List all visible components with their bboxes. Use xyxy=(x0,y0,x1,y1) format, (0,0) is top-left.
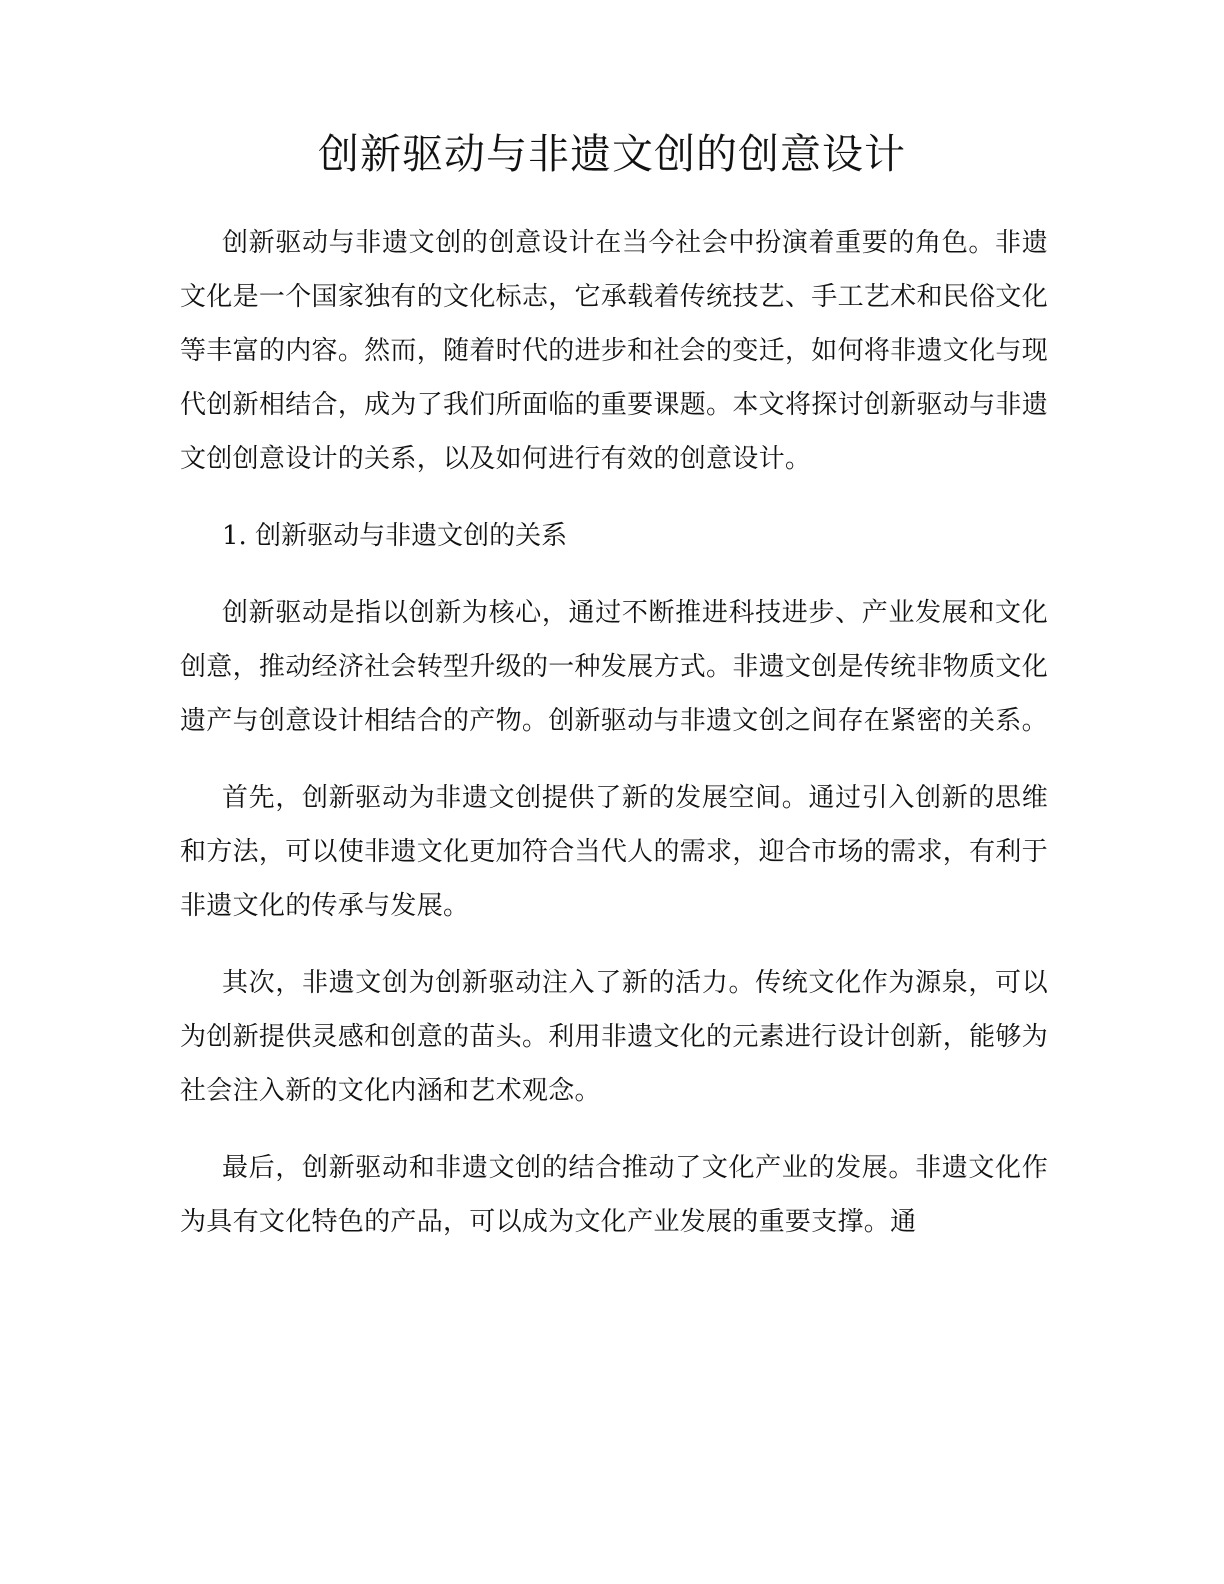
paragraph-second: 其次，非遗文创为创新驱动注入了新的活力。传统文化作为源泉，可以为创新提供灵感和创意的苗头。利用非遗文化的元素进行设计创新，能够为社会注入新的文化内涵和艺术观念。 xyxy=(180,968,1048,1106)
document-title: 创新驱动与非遗文创的创意设计 xyxy=(318,130,906,178)
document-body xyxy=(180,216,1048,1272)
paragraph-intro: 创新驱动与非遗文创的创意设计在当今社会中扮演着重要的角色。非遗文化是一个国家独有的文化标志，它承载着传统技艺、手工艺术和民俗文化等丰富的内容。然而，随着时代的进步和社会的变迁，如何将非遗文化与现代创新相结合，成为了我们所面临的重要课题。本文将探讨创新驱动与非遗文创创意设计的关系，以及如何进行有效的创意设计。 xyxy=(180,228,1048,474)
paragraph-first: 首先，创新驱动为非遗文创提供了新的发展空间。通过引入创新的思维和方法，可以使非遗文化更加符合当代人的需求，迎合市场的需求，有利于非遗文化的传承与发展。 xyxy=(180,783,1048,921)
section-heading-1: 1. 创新驱动与非遗文创的关系 xyxy=(222,521,568,551)
paragraph-definition: 创新驱动是指以创新为核心，通过不断推进科技进步、产业发展和文化创意，推动经济社会转型升级的一种发展方式。非遗文创是传统非物质文化遗产与创意设计相结合的产物。创新驱动与非遗文创之间存在紧密的关系。 xyxy=(180,598,1048,736)
paragraph-last: 最后，创新驱动和非遗文创的结合推动了文化产业的发展。非遗文化作为具有文化特色的产品，可以成为文化产业发展的重要支撑。通 xyxy=(180,1153,1048,1237)
